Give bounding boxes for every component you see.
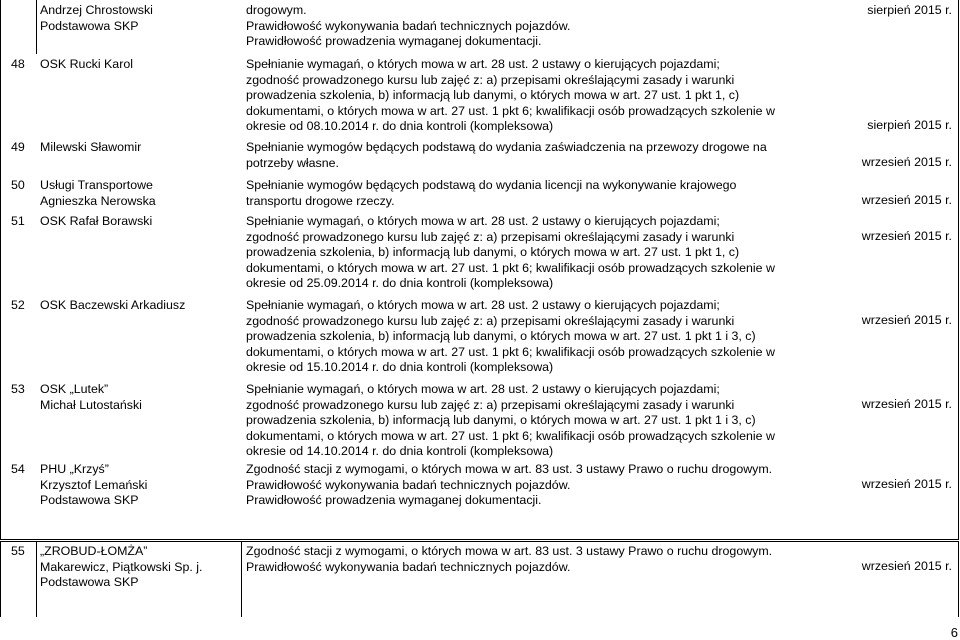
table-border-right — [958, 0, 959, 539]
entity-name: PHU „Krzyś” Krzysztof Lemański Podstawowa SKP — [40, 462, 148, 507]
table-bottom-border — [0, 539, 959, 540]
row-number: 49 — [11, 140, 25, 154]
entity-name: OSK Rafał Borawski — [40, 214, 153, 228]
inspection-date: wrzesień 2015 r. — [861, 155, 952, 169]
inspection-scope: drogowym. Prawidłowość wykonywania badań technicznych pojazdów. Prawidłowość prowadzenia wymaganej dokumentacji. — [246, 3, 571, 48]
entity-name: OSK Rucki Karol — [40, 57, 133, 71]
entity-name: Usługi Transportowe Agnieszka Nerowska — [40, 178, 156, 208]
table-row — [0, 175, 960, 211]
inspection-scope: Spełnianie wymogów będących podstawą do wydania licencji na wykonywanie krajowego transportu drogowe rzeczy. — [246, 178, 737, 208]
entity-name: Andrzej Chrostowski Podstawowa SKP — [40, 3, 153, 33]
table-border-right — [958, 541, 959, 617]
column-divider — [36, 541, 37, 617]
inspection-date: wrzesień 2015 r. — [861, 229, 952, 243]
entity-name: OSK Baczewski Arkadiusz — [40, 298, 186, 312]
row-number: 54 — [11, 462, 25, 476]
entity-name: OSK „Lutek” Michał Lutostański — [40, 382, 142, 412]
table-top-border — [0, 541, 959, 542]
row-number: 53 — [11, 382, 25, 396]
inspection-date: wrzesień 2015 r. — [861, 477, 952, 491]
table-row — [0, 137, 960, 175]
column-divider — [241, 541, 242, 617]
inspection-scope: Spełnianie wymagań, o których mowa w art. 28 ust. 2 ustawy o kierujących pojazdami; zgodność prowadzonego kursu lub zajęć z: a) przepisami określającymi zasady i warunki prowadzenia szkolenia, b) informacją lub danymi, o których mowa w art. 27 ust. 1 pkt 1 i 3, c) dokumentami, o których mowa w art. 27 ust. 1 pkt 6; kwalifikacji osób prowadzących szkolenie w okresie od 15.10.2014 r. do dnia kontroli (kompleksowa) — [246, 298, 775, 374]
inspection-scope: Spełnianie wymogów będących podstawą do wydania zaświadczenia na przewozy drogowe na potrzeby własne. — [246, 140, 767, 170]
row-number: 48 — [11, 57, 25, 71]
table-row — [0, 211, 960, 295]
inspection-scope: Zgodność stacji z wymogami, o których mowa w art. 83 ust. 3 ustawy Prawo o ruchu drogowym. Prawidłowość wykonywania badań technicznych pojazdów. — [246, 544, 773, 574]
entity-name: „ZROBUD-ŁOMŻA” Makarewicz, Piątkowski Sp. j. Podstawowa SKP — [40, 544, 203, 589]
table-row — [0, 459, 960, 539]
row-number: 51 — [11, 214, 25, 228]
inspection-date: sierpień 2015 r. — [867, 118, 952, 132]
row-number: 55 — [11, 544, 25, 558]
inspection-date: sierpień 2015 r. — [867, 3, 952, 17]
inspection-scope: Spełnianie wymagań, o których mowa w art. 28 ust. 2 ustawy o kierujących pojazdami; zgodność prowadzonego kursu lub zajęć z: a) przepisami określającymi zasady i warunki prowadzenia szkolenia, b) informacją lub danymi, o których mowa w art. 27 ust. 1 pkt 1 i 3, c) dokumentami, o których mowa w art. 27 ust. 1 pkt 6; kwalifikacji osób prowadzących szkolenie w okresie od 14.10.2014 r. do dnia kontroli (kompleksowa) — [246, 382, 775, 458]
inspection-date: wrzesień 2015 r. — [861, 193, 952, 207]
inspection-scope: Spełnianie wymagań, o których mowa w art. 28 ust. 2 ustawy o kierujących pojazdami; zgodność prowadzonego kursu lub zajęć z: a) przepisami określającymi zasady i warunki prowadzenia szkolenia, b) informacją lub danymi, o których mowa w art. 27 ust. 1 pkt 1, c) dokumentami, o których mowa w art. 27 ust. 1 pkt 6; kwalifikacji osób prowadzących szkolenie w okresie od 08.10.2014 r. do dnia kontroli (kompleksowa) — [246, 57, 775, 133]
page-number: 6 — [950, 625, 958, 640]
column-divider — [36, 0, 37, 54]
row-number: 50 — [11, 178, 25, 192]
table-border-left — [0, 0, 1, 539]
table-row — [0, 54, 960, 138]
table-row — [0, 541, 960, 611]
table-row — [0, 295, 960, 379]
table-row — [0, 0, 960, 54]
entity-name: Milewski Sławomir — [40, 140, 142, 154]
inspection-date: wrzesień 2015 r. — [861, 559, 952, 573]
table-border-left — [0, 541, 1, 617]
inspection-date: wrzesień 2015 r. — [861, 397, 952, 411]
table-row — [0, 379, 960, 459]
inspection-scope: Zgodność stacji z wymogami, o których mowa w art. 83 ust. 3 ustawy Prawo o ruchu drogowym. Prawidłowość wykonywania badań technicznych pojazdów. Prawidłowość prowadzenia wymaganej dokumentacji. — [246, 462, 773, 507]
inspection-scope: Spełnianie wymagań, o których mowa w art. 28 ust. 2 ustawy o kierujących pojazdami; zgodność prowadzonego kursu lub zajęć z: a) przepisami określającymi zasady i warunki prowadzenia szkolenia, b) informacją lub danymi, o których mowa w art. 27 ust. 1 pkt 1, c) dokumentami, o których mowa w art. 27 ust. 1 pkt 6; kwalifikacji osób prowadzących szkolenie w okresie od 25.09.2014 r. do dnia kontroli (kompleksowa) — [246, 214, 775, 290]
inspection-date: wrzesień 2015 r. — [861, 313, 952, 327]
row-number: 52 — [11, 298, 25, 312]
